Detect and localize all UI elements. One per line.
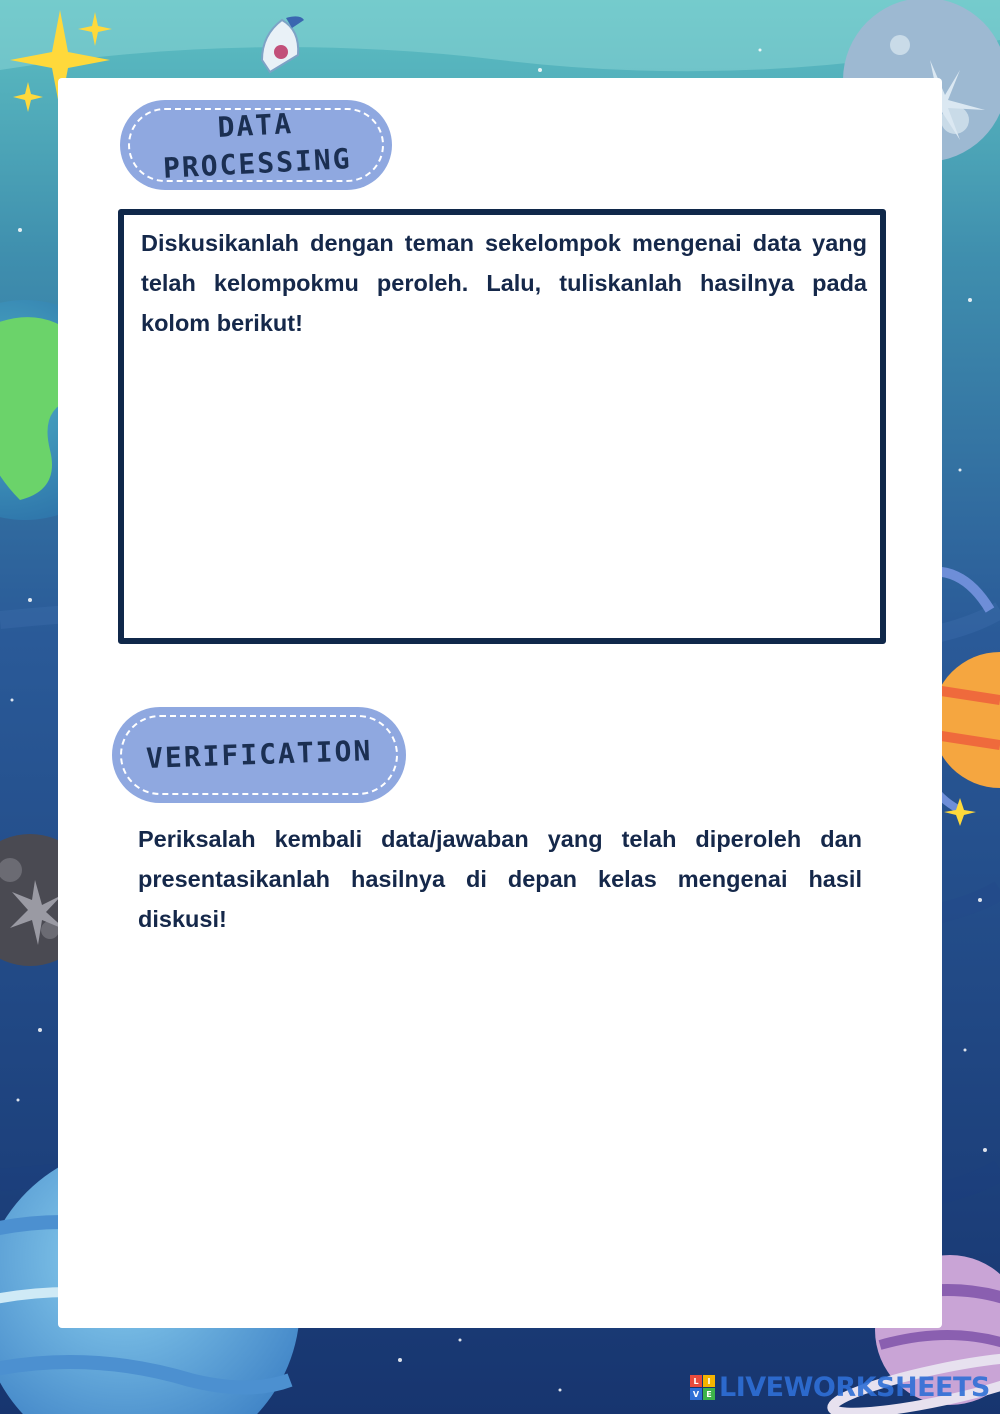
logo-letter: V (690, 1388, 702, 1400)
verification-instruction: Periksalah kembali data/jawaban yang telah diperoleh dan presentasikanlah hasilnya di depan kelas mengenai hasil diskusi! (138, 826, 862, 932)
data-processing-header (120, 100, 392, 190)
logo-letter: E (703, 1388, 715, 1400)
liveworksheets-watermark (690, 1372, 990, 1403)
verification-header (112, 707, 406, 803)
data-processing-instruction: Diskusikanlah dengan teman sekelompok mengenai data yang telah kelompokmu peroleh. Lalu, tuliskanlah hasilnya pada kolom berikut! (141, 230, 867, 336)
liveworksheets-logo-icon (690, 1375, 715, 1400)
section-title-line: PROCESSING (161, 142, 352, 185)
section-title: VERIFICATION (145, 734, 373, 775)
section-title-line: DATA (216, 107, 294, 144)
watermark-text: LIVEWORKSHEETS (719, 1372, 990, 1403)
logo-letter: L (690, 1375, 702, 1387)
logo-letter: I (703, 1375, 715, 1387)
